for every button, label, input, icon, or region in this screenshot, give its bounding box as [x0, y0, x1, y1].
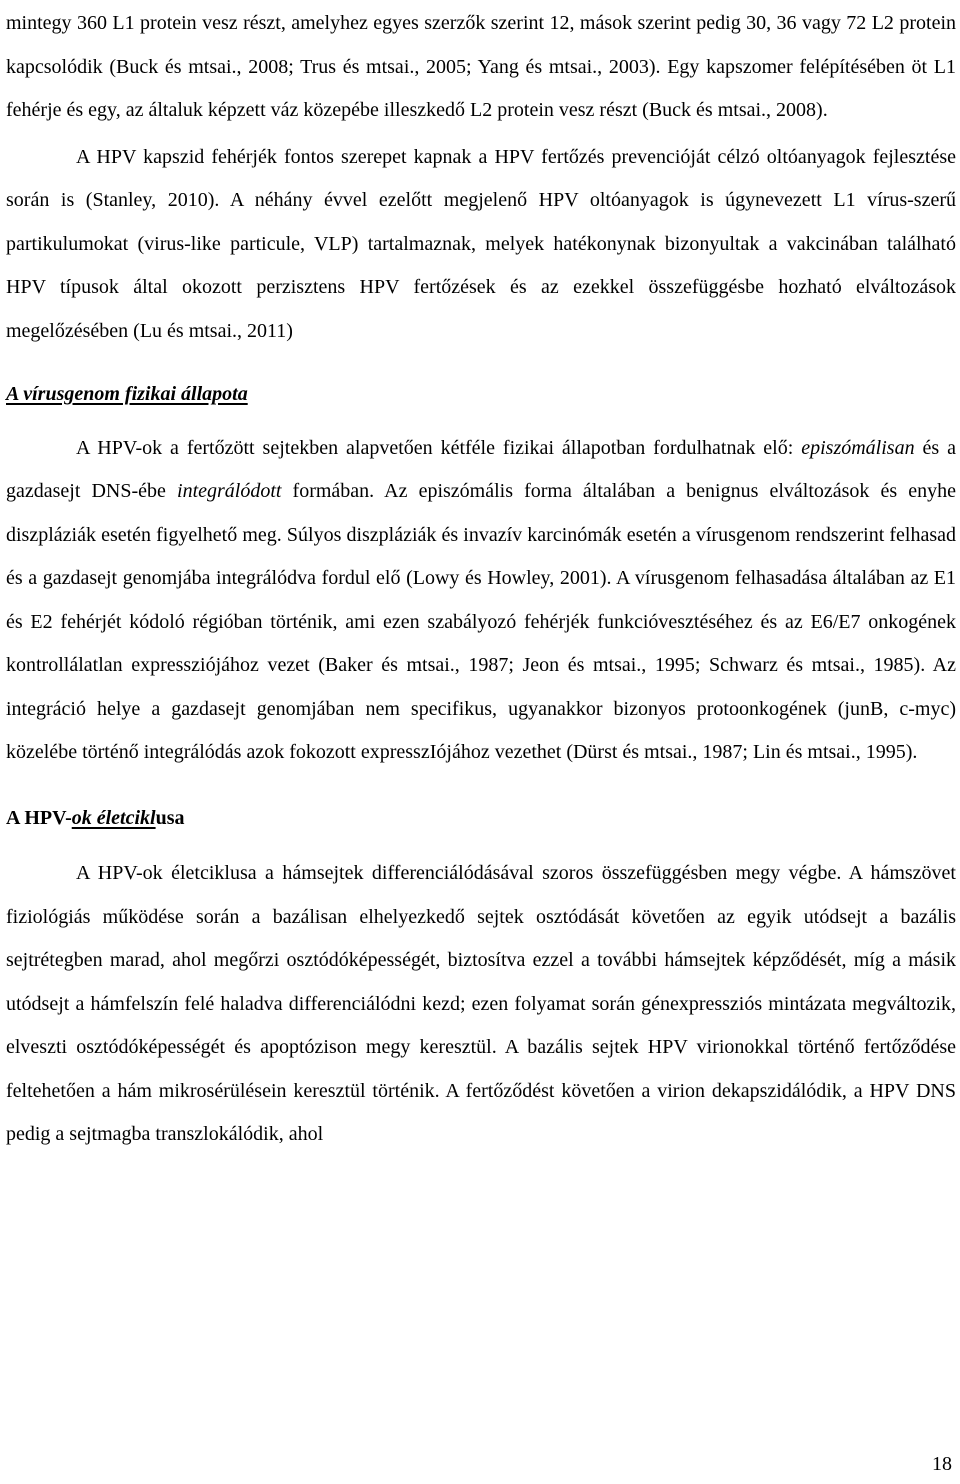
paragraph: A HPV-ok életciklusa a hámsejtek differenciálódásával szoros összefüggésben megy végbe. A hámszövet fiziológiás működése során a bazálisan elhelyezkedő sejtek osztódását követően az egyik utódsejt a bazális sejtrétegben marad, ahol megőrzi osztódóképességét, biztosítva ezzel a további hámsejtek képződését, míg a másik utódsejt a hámfelszín felé haladva differenciálódni kezd; ezen folyamat során génexpressziós mintázata megváltozik, elveszti osztódóképességét és apoptózison megy keresztül. A bazális sejtek HPV virionokkal történő fertőződése feltehetően a hám mikrosérülésein keresztül történik. A fertőződést követően a virion dekapszidálódik, a HPV DNS pedig a sejtmagba transzlokálódik, ahol	[6, 862, 956, 1145]
paragraph: mintegy 360 L1 protein vesz részt, amelyhez egyes szerzők szerint 12, mások szerint pedig 30, 36 vagy 72 L2 protein kapcsolódik (Buck és mtsai., 2008; Trus és mtsai., 2005; Yang és mtsai., 2003). Egy kapszomer felépítésében öt L1 fehérje és egy, az általuk képzett váz közepébe illeszkedő L2 protein vesz részt (Buck és mtsai., 2008).	[6, 12, 956, 121]
text-run: és a gazdasejt DNS-ébe	[6, 436, 956, 502]
paragraph: A HPV kapszid fehérjék fontos szerepet kapnak a HPV fertőzés prevencióját célzó oltóanyagok fejlesztése során is (Stanley, 2010). A néhány évvel ezelőtt megjelenő HPV oltóanyagok is úgynevezett L1 vírus-szerű partikulumokat (virus-like particule, VLP) tartalmaznak, melyek hatékonynak bizonyultak a vakcinában található HPV típusok által okozott perzisztens HPV fertőzések és az ezekkel összefüggésbe hozható elváltozások megelőzésében (Lu és mtsai., 2011)	[6, 145, 956, 342]
text-run: formában. Az episzómális forma általában a benignus elváltozások és enyhe diszpláziák esetén figyelhető meg. Súlyos diszpláziák és invazív karcinómák esetén a vírusgenom rendszerint felhasad és a gazdasejt genomjába integrálódva fordul elő (Lowy és Howley, 2001). A vírusgenom felhasadása általában az E1 és E2 fehérjét kódoló régióban történik, ami ezen szabályozó fehérjék funkcióvesztéséhez és az E6/E7 onkogének kontrollálatlan expressziójához vezet (Baker és mtsai., 1987; Jeon és mtsai., 1995; Schwarz és mtsai., 1985). Az integráció helye a gazdasejt genomjában nem specifikus, ugyanakkor bizonyos protoonkogének (junB, c-myc) közelébe történő integrálódás azok fokozott expresszIójához vezethet (Dürst és mtsai., 1987; Lin és mtsai., 1995).	[6, 480, 957, 763]
heading-run-italic: ok életcikl	[71, 806, 156, 829]
italic-term: episzómálisan	[801, 436, 915, 459]
heading-run: A HPV-	[6, 806, 72, 829]
heading-run: usa	[155, 806, 185, 829]
paragraph	[6, 427, 956, 775]
section-heading	[6, 797, 956, 841]
section-heading: A vírusgenom fizikai állapota	[6, 383, 248, 405]
page-number: 18	[932, 1453, 952, 1475]
text-run: A HPV-ok a fertőzött sejtekben alapvetően kétféle fizikai állapotban fordulhatnak elő:	[76, 436, 802, 459]
italic-term: integrálódott	[177, 480, 282, 502]
document-body	[6, 2, 956, 1157]
